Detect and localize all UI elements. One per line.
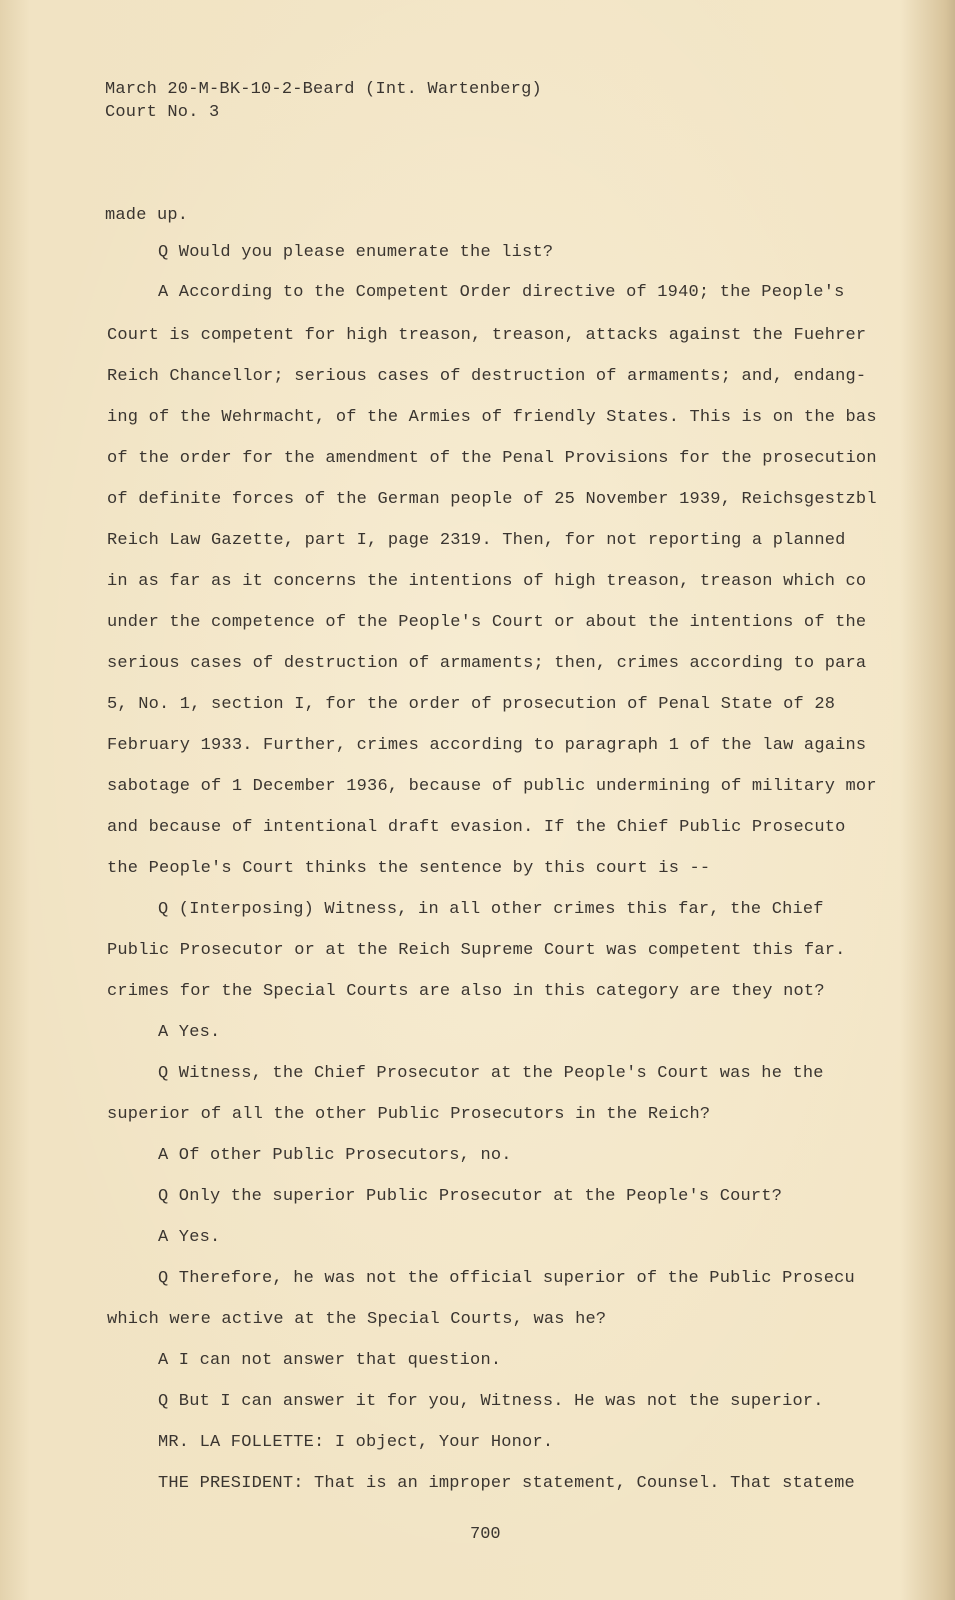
body-line: made up. <box>105 206 189 225</box>
body-line: MR. LA FOLLETTE: I object, Your Honor. <box>158 1433 554 1452</box>
body-line: A I can not answer that question. <box>158 1351 502 1370</box>
body-line: Q Only the superior Public Prosecutor at the People's Court? <box>158 1187 783 1206</box>
body-line: ing of the Wehrmacht, of the Armies of friendly States. This is on the bas <box>107 408 877 427</box>
body-line: sabotage of 1 December 1936, because of public undermining of military mor <box>107 777 877 796</box>
body-line: Q Witness, the Chief Prosecutor at the People's Court was he the <box>158 1064 824 1083</box>
body-line: February 1933. Further, crimes according to paragraph 1 of the law agains <box>107 736 867 755</box>
body-line: under the competence of the People's Court or about the intentions of the <box>107 613 867 632</box>
body-line: Q Therefore, he was not the official superior of the Public Prosecu <box>158 1269 855 1288</box>
body-line: in as far as it concerns the intentions of high treason, treason which co <box>107 572 867 591</box>
body-line: which were active at the Special Courts, was he? <box>107 1310 607 1329</box>
body-line: Reich Chancellor; serious cases of destruction of armaments; and, endang- <box>107 367 867 386</box>
header-line-1: March 20-M-BK-10-2-Beard (Int. Wartenberg) <box>105 80 542 99</box>
body-line: THE PRESIDENT: That is an improper statement, Counsel. That stateme <box>158 1474 855 1493</box>
body-line: crimes for the Special Courts are also in this category are they not? <box>107 982 825 1001</box>
body-line: Q But I can answer it for you, Witness. He was not the superior. <box>158 1392 824 1411</box>
body-line: the People's Court thinks the sentence by this court is -- <box>107 859 711 878</box>
body-line: Public Prosecutor or at the Reich Supreme Court was competent this far. <box>107 941 846 960</box>
body-line: A According to the Competent Order directive of 1940; the People's <box>158 283 845 302</box>
body-line: Reich Law Gazette, part I, page 2319. Then, for not reporting a planned <box>107 531 846 550</box>
body-line: 5, No. 1, section I, for the order of prosecution of Penal State of 28 <box>107 695 836 714</box>
body-line: A Of other Public Prosecutors, no. <box>158 1146 512 1165</box>
body-line: and because of intentional draft evasion. If the Chief Public Prosecuto <box>107 818 846 837</box>
body-line: A Yes. <box>158 1228 221 1247</box>
body-line: A Yes. <box>158 1023 221 1042</box>
header-line-2: Court No. 3 <box>105 103 220 122</box>
body-line: Q Would you please enumerate the list? <box>158 243 554 262</box>
page-number: 700 <box>470 1525 501 1544</box>
body-line: Court is competent for high treason, treason, attacks against the Fuehrer <box>107 326 867 345</box>
body-line: of definite forces of the German people of 25 November 1939, Reichsgestzbl <box>107 490 877 509</box>
body-line: serious cases of destruction of armaments; then, crimes according to para <box>107 654 867 673</box>
body-line: of the order for the amendment of the Penal Provisions for the prosecution <box>107 449 877 468</box>
body-line: superior of all the other Public Prosecutors in the Reich? <box>107 1105 711 1124</box>
body-line: Q (Interposing) Witness, in all other crimes this far, the Chief <box>158 900 824 919</box>
